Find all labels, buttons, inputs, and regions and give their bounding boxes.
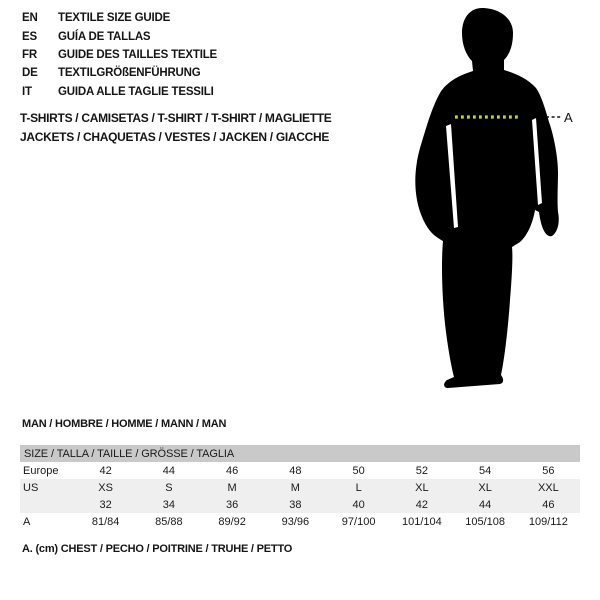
section-title-man: MAN / HOMBRE / HOMME / MANN / MAN [22, 418, 227, 430]
size-cell: XS [74, 479, 137, 496]
measure-label-a: A [564, 110, 573, 125]
row-label: US [20, 479, 74, 496]
size-cell: M [201, 479, 264, 496]
language-list [22, 9, 217, 101]
size-cell: 97/100 [341, 515, 376, 528]
size-cell: 85/88 [155, 515, 183, 528]
row-label: A [23, 515, 31, 528]
size-cell: 46 [517, 496, 580, 513]
size-cell: 54 [479, 464, 492, 477]
man-silhouette [400, 0, 580, 400]
size-cell: 89/92 [218, 515, 246, 528]
language-code: FR [22, 48, 37, 61]
size-cell: 38 [264, 496, 327, 513]
size-cell: 81/84 [91, 515, 120, 528]
size-cell: 40 [327, 496, 390, 513]
size-cell: L [327, 479, 390, 496]
size-cell: 46 [226, 464, 239, 477]
language-label: TEXTILGRÖßENFÜHRUNG [58, 67, 201, 80]
silhouette-body [415, 8, 558, 388]
language-code: EN [22, 12, 38, 25]
language-label: GUÍA DE TALLAS [58, 30, 151, 43]
size-cell: XXL [517, 479, 580, 496]
size-cell: 52 [415, 464, 428, 477]
language-label: GUIDE DES TAILLES TEXTILE [58, 48, 217, 61]
row-label: Europe [23, 464, 59, 477]
size-table [20, 445, 580, 530]
category-line-tshirts: T-SHIRTS / CAMISETAS / T-SHIRT / T-SHIRT / MAGLIETTE [20, 111, 332, 125]
language-label: TEXTILE SIZE GUIDE [58, 12, 171, 25]
table-row-us-numeric [20, 496, 580, 513]
language-row [22, 46, 217, 64]
language-row [22, 83, 217, 101]
language-label: GUIDA ALLE TAGLIE TESSILI [58, 85, 214, 98]
size-cell: 36 [201, 496, 264, 513]
size-cell: 44 [454, 496, 517, 513]
size-cell: 44 [162, 464, 175, 477]
size-cell: 42 [390, 496, 453, 513]
table-row-chest-cm [20, 513, 580, 530]
language-row [22, 64, 217, 82]
size-cell: 93/96 [281, 515, 310, 528]
measurement-footnote: A. (cm) CHEST / PECHO / POITRINE / TRUHE / PETTO [22, 543, 293, 555]
size-cell: S [137, 479, 200, 496]
language-code: ES [22, 30, 37, 43]
language-row [22, 27, 217, 45]
size-cell: XL [454, 479, 517, 496]
size-cell: 109/112 [528, 515, 568, 528]
table-row-us-letter [20, 479, 580, 496]
size-cell: 34 [137, 496, 200, 513]
size-cell: 32 [74, 496, 137, 513]
language-code: DE [22, 67, 38, 80]
size-cell: 48 [289, 464, 302, 477]
size-cell: 56 [542, 464, 555, 477]
size-cell: 101/104 [401, 515, 442, 528]
garment-categories [20, 109, 332, 147]
language-row [22, 9, 217, 27]
size-cell: 50 [352, 464, 365, 477]
language-code: IT [22, 85, 32, 98]
size-cell: M [264, 479, 327, 496]
size-cell: 105/108 [465, 515, 505, 528]
category-line-jackets: JACKETS / CHAQUETAS / VESTES / JACKEN / GIACCHE [20, 130, 330, 144]
row-label [20, 496, 74, 513]
table-header-row [20, 445, 580, 462]
size-cell: XL [390, 479, 453, 496]
size-cell: 42 [99, 464, 112, 477]
table-row-europe [20, 462, 580, 479]
table-header-label: SIZE / TALLA / TAILLE / GRÖSSE / TAGLIA [20, 445, 580, 462]
